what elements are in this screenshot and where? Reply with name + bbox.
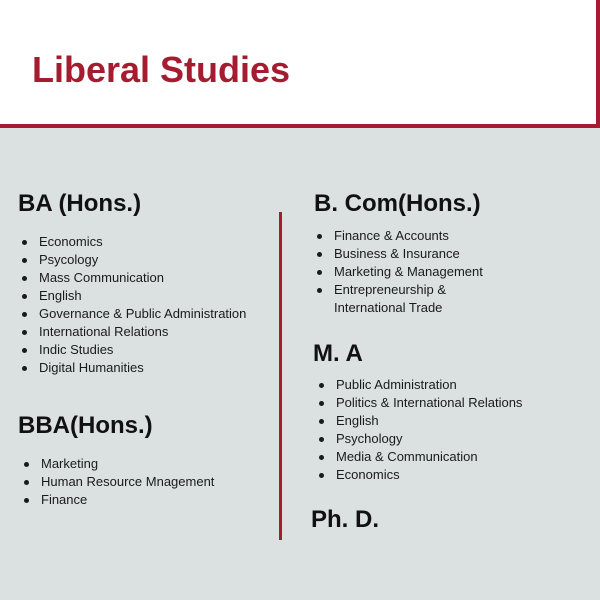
list-item: Politics & International Relations: [315, 394, 585, 412]
header-border-bottom: [0, 124, 600, 128]
list-item: Economics: [18, 233, 280, 251]
list-item: Economics: [315, 466, 585, 484]
ba-program-list: [18, 233, 280, 377]
list-item: Governance & Public Administration: [18, 305, 280, 323]
list-item: Business & Insurance: [313, 245, 493, 263]
ma-heading: M. A: [313, 340, 363, 367]
ba-heading: BA (Hons.): [18, 190, 142, 217]
list-item: International Relations: [18, 323, 280, 341]
list-item: Finance: [20, 491, 270, 509]
list-item: Entrepreneurship & International Trade: [313, 281, 493, 317]
list-item: Psycology: [18, 251, 280, 269]
list-item: Finance & Accounts: [313, 227, 493, 245]
list-item: Psychology: [315, 430, 585, 448]
list-item: English: [315, 412, 585, 430]
bba-heading: BBA(Hons.): [18, 412, 153, 439]
ma-program-list: [315, 376, 585, 484]
list-item: Marketing & Management: [313, 263, 493, 281]
list-item: Human Resource Mnagement: [20, 473, 270, 491]
list-item: Public Administration: [315, 376, 585, 394]
header-border-right: [596, 0, 600, 128]
list-item: Marketing: [20, 455, 270, 473]
phd-heading: Ph. D.: [311, 506, 380, 533]
bba-program-list: [20, 455, 270, 509]
bcom-heading: B. Com(Hons.): [314, 190, 481, 217]
list-item: English: [18, 287, 280, 305]
page-title: Liberal Studies: [32, 49, 291, 90]
list-item: Mass Communication: [18, 269, 280, 287]
bcom-program-list: [313, 227, 493, 317]
list-item: Media & Communication: [315, 448, 585, 466]
header-panel: [0, 0, 596, 124]
list-item: Indic Studies: [18, 341, 280, 359]
list-item: Digital Humanities: [18, 359, 280, 377]
